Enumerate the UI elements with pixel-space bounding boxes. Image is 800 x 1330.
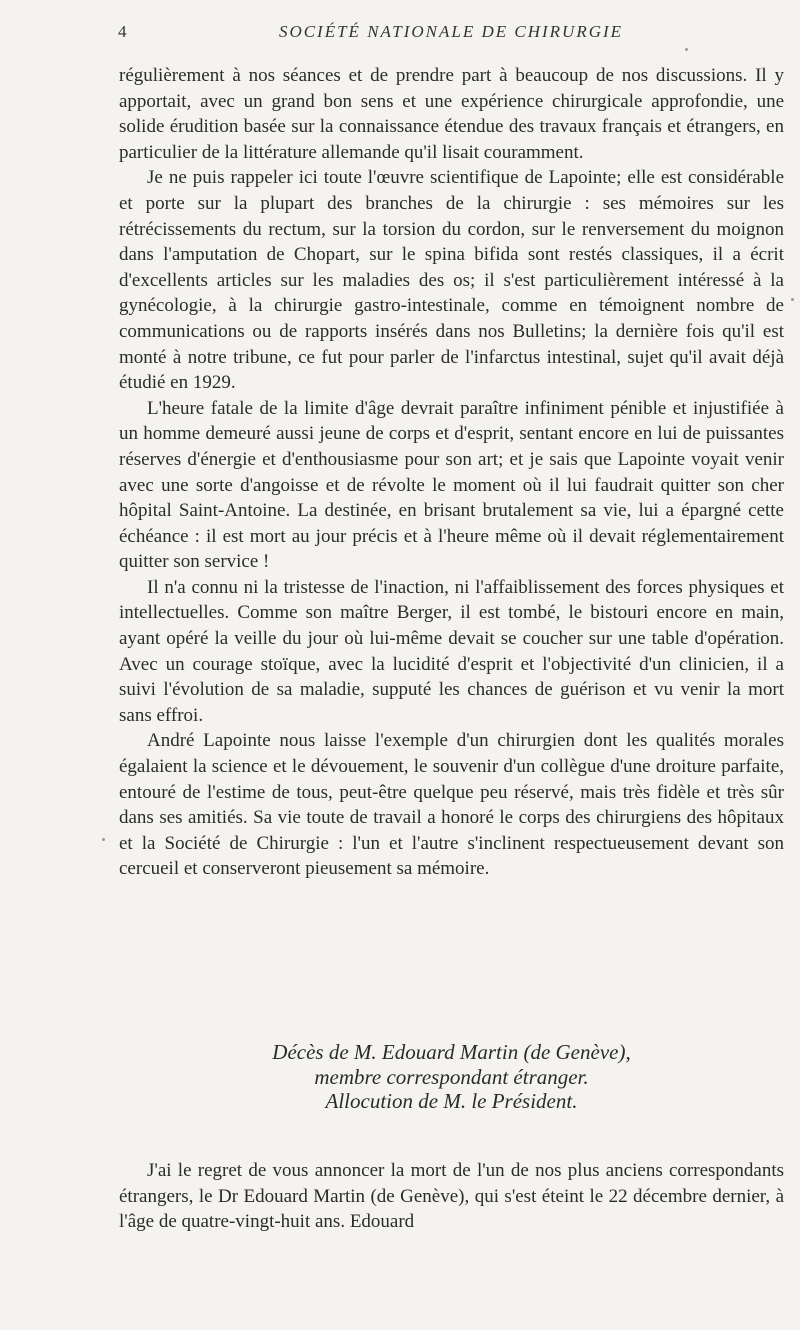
running-head [118,22,784,46]
section-heading-line: Allocution de M. le Président. [325,1089,578,1113]
paper-speck [685,48,688,51]
paragraph: J'ai le regret de vous annoncer la mort de l'un de nos plus anciens correspondants étrangers, le Dr Edouard Martin (de Genève), qui s'est éteint le 22 décembre dernier, à l'âge de quatre-vingt-huit ans. Edouard [119,1160,784,1233]
article-body [119,63,784,882]
page-number: 4 [118,22,127,41]
section-heading-line: membre correspondant étranger. [314,1064,589,1089]
paper-speck [791,298,794,301]
paragraph: Je ne puis rappeler ici toute l'œuvre scientifique de Lapointe; elle est considérable et porte sur la plupart des branches de la chirurgie : ses mémoires sur les rétrécissements du rectum, sur la torsion du cordon, sur le renversement du moignon dans l'amputation de Chopart, sur le spina bifida sont restés classiques, il a écrit d'excellents articles sur les maladies des os; il s'est particulièrement intéressé à la gynécologie, à la chirurgie gastro-intestinale, comme en témoignent nombre de communications ou de rapports insérés dans nos Bulletins; la dernière fois qu'il est monté à notre tribune, ce fut pour parler de l'infarctus intestinal, sujet qu'il avait déjà étudié en 1929. [119,167,784,394]
section-heading [119,1040,784,1114]
paragraph: André Lapointe nous laisse l'exemple d'un chirurgien dont les qualités morales égalaient la science et le dévouement, le souvenir d'un collègue d'une droiture parfaite, entouré de l'estime de tous, peut-être quelque peu réservé, mais très fidèle et très sûr dans ses amitiés. Sa vie toute de travail a honoré le corps des chirurgiens des hôpitaux et la Société de Chirurgie : l'un et l'autre s'inclinent respectueusement devant son cercueil et conserveront pieusement sa mémoire. [119,730,784,880]
paragraph: Il n'a connu ni la tristesse de l'inaction, ni l'affaiblissement des forces physiques et intellectuelles. Comme son maître Berger, il est tombé, le bistouri encore en main, ayant opéré la veille du jour où lui-même devait se coucher sur une table d'opération. Avec un courage stoïque, avec la lucidité d'esprit et l'objectivité d'un clinicien, il a suivi l'évolution de sa maladie, supputé les chances de guérison et vu venir la mort sans effroi. [119,576,784,726]
paragraph: régulièrement à nos séances et de prendre part à beaucoup de nos discussions. Il y apportait, avec un grand bon sens et une expérience chirurgicale approfondie, une solide érudition basée sur la connaissance étendue des travaux français et étrangers, en particulier de la littérature allemande qu'il lisait couramment. [119,65,784,163]
section-body [119,1158,784,1235]
section-heading-line: Décès de M. Edouard Martin (de Genève), [272,1040,631,1064]
paper-speck [102,838,105,841]
journal-title: SOCIÉTÉ NATIONALE DE CHIRURGIE [278,22,624,41]
paragraph: L'heure fatale de la limite d'âge devrait paraître infiniment pénible et injustifiée à un homme demeuré aussi jeune de corps et d'esprit, sentant encore en lui de puissantes réserves d'énergie et d'enthousiasme pour son art; et je sais que Lapointe voyait venir avec une sorte d'angoisse et de révolte le moment où il lui faudrait quitter son cher hôpital Saint-Antoine. La destinée, en brisant brutalement sa vie, lui a épargné cette échéance : il est mort au jour précis et à l'heure même où il devait réglementairement quitter son service ! [119,397,784,573]
